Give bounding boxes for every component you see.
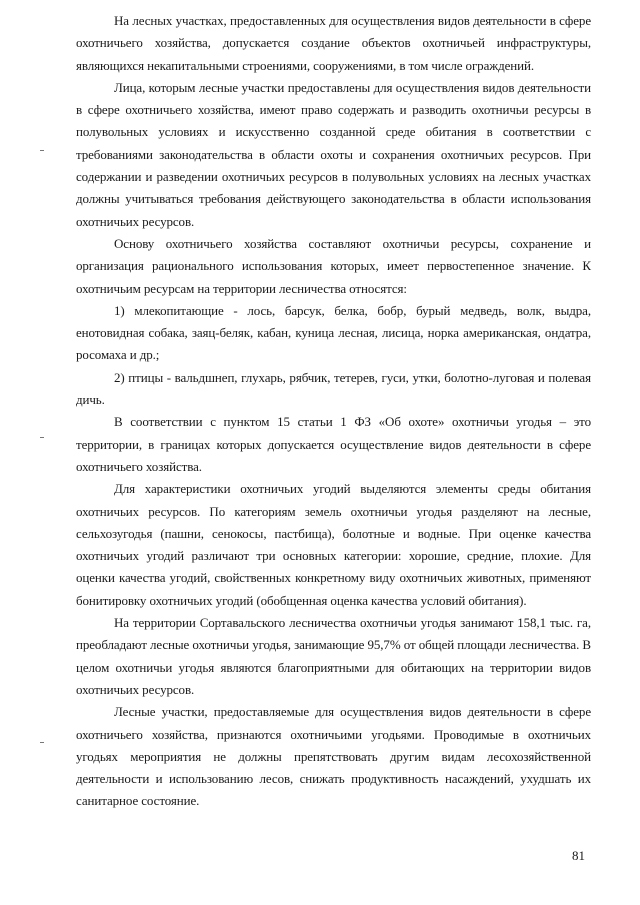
page-number: 81 xyxy=(572,848,585,863)
body-text xyxy=(76,10,591,813)
paragraph-grounds-characteristics: Для характеристики охотничьих угодий выделяются элементы среды обитания охотничьих ресурсов. По категориям земель охотничьи угодья разделяют на лесные, сельхозугодья (пашни, сенокосы, пастбища), болотные и водные. При оценке качества охотничьих угодий различают три основных категории: хорошие, средние, плохие. Для оценки качества угодий, свойственных конкретному виду охотничьих животных, применяют бонитировку охотничьих угодий (обобщенная оценка качества условий обитания). xyxy=(76,481,591,608)
paragraph-hunting-grounds-definition: В соответствии с пунктом 15 статьи 1 ФЗ «Об охоте» охотничьи угодья – это территории, в границах которых допускается осуществление видов деятельности в сфере охотничьего хозяйства. xyxy=(76,414,591,474)
paragraph-keeping-resources: Лица, которым лесные участки предоставлены для осуществления видов деятельности в сфере охотничьего хозяйства, имеют право содержать и разводить охотничьи ресурсы в полувольных условиях и искусственно созданной среде обитания в соответствии с требованиями законодательства в области охоты и сохранения охотничьих ресурсов. При содержании и разведении охотничьих ресурсов в полувольных условиях на лесных участках должны учитываться требования действующего законодательства в области использования охотничьих ресурсов. xyxy=(76,79,591,229)
paragraph-sortavala-area: На территории Сортавальского лесничества охотничьи угодья занимают 158,1 тыс. га, преобладают лесные охотничьи угодья, занимающие 95,7% от общей площади лесничества. В целом охотничьи угодья являются благоприятными для обитающих на территории видов охотничьих ресурсов. xyxy=(76,615,591,697)
paragraph-infrastructure: На лесных участках, предоставленных для осуществления видов деятельности в сфере охотничьего хозяйства, допускается создание объектов охотничьей инфраструктуры, являющихся некапитальными строениями, сооружениями, в том числе ограждений. xyxy=(76,13,591,73)
paragraph-forest-plots: Лесные участки, предоставляемые для осуществления видов деятельности в сфере охотничьего хозяйства, признаются охотничьими угодьями. Проводимые в охотничьих угодьях мероприятия не должны препятствовать другим видам лесохозяйственной деятельности и использованию лесов, снижать продуктивность насаждений, ухудшать их санитарное состояние. xyxy=(76,704,591,809)
paragraph-mammals: 1) млекопитающие - лось, барсук, белка, бобр, бурый медведь, волк, выдра, енотовидная собака, заяц-беляк, кабан, куница лесная, лисица, норка американская, ондатра, росомаха и др.; xyxy=(76,302,591,363)
margin-mark xyxy=(40,742,44,743)
margin-mark xyxy=(40,437,44,438)
paragraph-birds: 2) птицы - вальдшнеп, глухарь, рябчик, тетерев, гуси, утки, болотно-луговая и полевая дичь. xyxy=(76,369,591,408)
paragraph-hunting-basis: Основу охотничьего хозяйства составляют охотничьи ресурсы, сохранение и организация рационального использования которых, имеет первостепенное значение. К охотничьим ресурсам на территории лесничества относятся: xyxy=(76,235,591,296)
margin-mark xyxy=(40,150,44,151)
